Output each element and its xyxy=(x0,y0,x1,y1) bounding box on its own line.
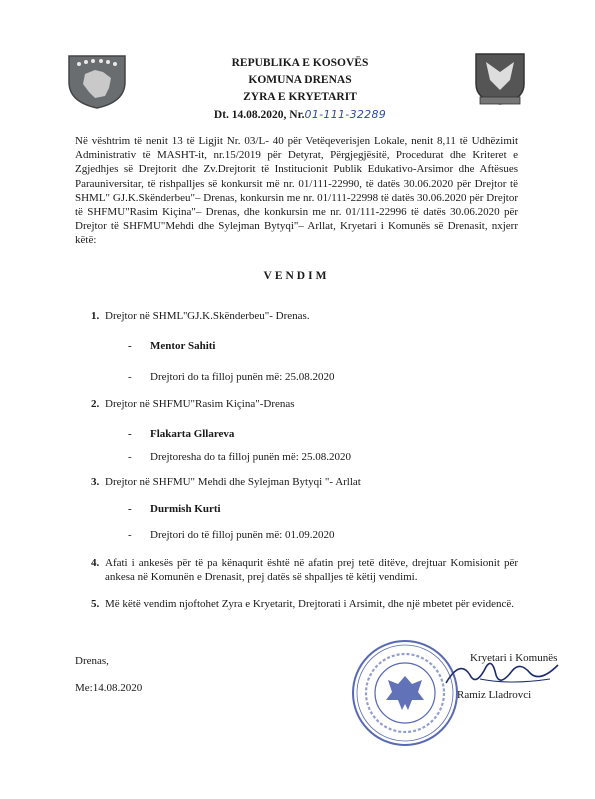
item-text: Afati i ankesës për të pa kënaqurit është në afatin prej tetë ditëve, drejtuar Komisionit për ankesa në Komunën e Drenasit, prej datës së shpalljes të këtij vendimi. xyxy=(105,557,518,584)
signatory-title: Kryetari i Komunës xyxy=(470,652,558,664)
list-item xyxy=(91,597,518,611)
header-office: ZYRA E KRYETARIT xyxy=(243,91,357,103)
footer-place: Drenas, xyxy=(75,655,109,667)
signatory-name: Ramiz Lladrovci xyxy=(457,689,532,701)
footer-date: Me:14.08.2020 xyxy=(75,682,143,694)
item-text: Drejtor në SHFMU"Rasim Kiçina"-Drenas xyxy=(105,398,295,410)
list-item xyxy=(91,309,518,323)
appointee-name: - Flakarta Gllareva xyxy=(128,428,235,440)
item-text: Më këtë vendim njoftohet Zyra e Kryetarit, Drejtorati i Arsimit, dhe një mbetet për evidencë. xyxy=(105,598,514,610)
item-number: 3. xyxy=(91,476,100,488)
item-text: Drejtor në SHFMU" Mehdi dhe Sylejman Bytyqi "- Arllat xyxy=(105,476,361,488)
item-text: Drejtor në SHML''GJ.K.Skënderbeu"- Drenas. xyxy=(105,310,310,322)
header-date-number xyxy=(150,106,450,124)
decision-title: VENDIM xyxy=(263,270,330,282)
footer-place-date xyxy=(75,648,142,702)
item-number: 1. xyxy=(91,310,100,322)
start-date: - Drejtoresha do ta filloj punën më: 25.08.2020 xyxy=(128,451,352,463)
header-date: Dt. 14.08.2020, Nr. xyxy=(213,109,305,121)
kosovo-coat-of-arms-icon xyxy=(65,52,129,110)
item-number: 5. xyxy=(91,598,100,610)
appointee-name: - Durmish Kurti xyxy=(128,503,221,515)
start-date: - Drejtori do ta filloj punën më: 25.08.2020 xyxy=(128,371,335,383)
list-item xyxy=(91,556,518,584)
list-item xyxy=(91,475,518,489)
appointee-name: - Mentor Sahiti xyxy=(128,340,216,352)
document-header xyxy=(150,55,450,124)
start-date: - Drejtori do të filloj punën më: 01.09.2020 xyxy=(128,529,335,541)
intro-paragraph: Në vështrim të nenit 13 të Ligjit Nr. 03/L- 40 për Vetëqeverisjen Lokale, nenit 8,11 të Udhëzimit Administrativ të MASHT-it, nr.15/2019 për Detyrat, Përgjegjësitë, Procedurat dhe Kriteret e Zgjedhjes së Drejtorit dhe Zv.Drejtorit të Institucionit Publik Edukativo-Arsimor dhe Aftësues Parauniversitar, të rishpalljes së konkursit më nr. 01/111-22990, të datës 30.06.2020 për Drejtor të SHML" GJ.K.Skënderbeu"– Drenas, konkursin me nr. 01/111-22998 të datës 30.06.2020 për Drejtor të SHFMU"Rasim Kiçina"– Drenas, dhe konkursin me nr. 01/111-22996 të datës 30.06.2020 për Drejtor të SHFMU"Mehdi dhe Sylejman Bytyqi"– Arllat, Kryetari i Komunës së Drenasit, nxjerr këtë: xyxy=(75,135,518,247)
handwritten-number: 01-111-32289 xyxy=(304,108,387,121)
drenas-emblem-icon xyxy=(472,50,528,108)
header-republic: REPUBLIKA E KOSOVËS xyxy=(231,57,369,69)
header-municipality: KOMUNA DRENAS xyxy=(248,74,352,86)
item-number: 2. xyxy=(91,398,100,410)
item-number: 4. xyxy=(91,557,100,569)
list-item xyxy=(91,397,518,411)
